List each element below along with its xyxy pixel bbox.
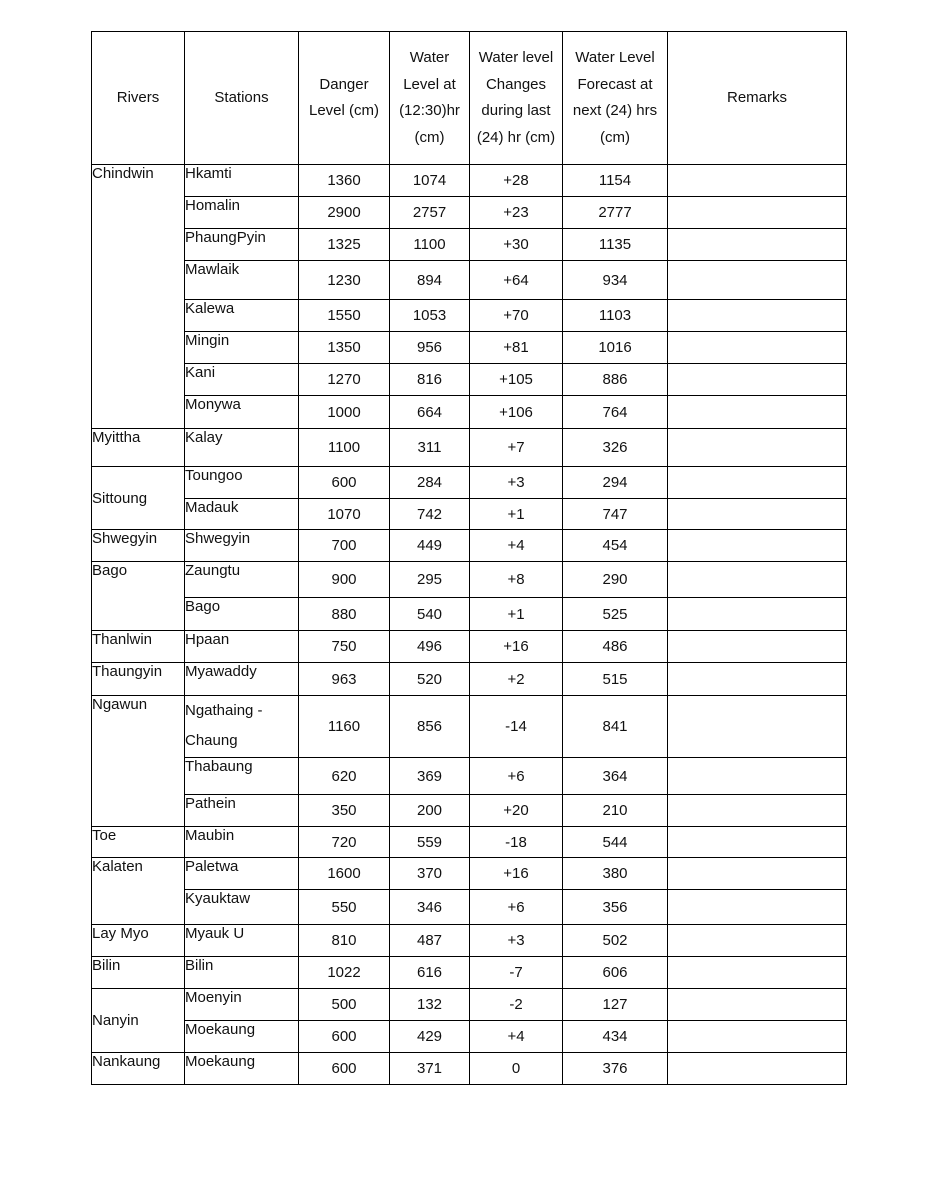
remarks-cell [668,429,847,467]
river-cell: Nankaung [92,1053,185,1085]
table-row [92,530,847,562]
water-level-table [91,31,847,1085]
change-cell: +30 [470,229,563,261]
river-cell: Myittha [92,429,185,467]
header-rivers: Rivers [92,32,185,165]
danger-level-cell: 810 [299,925,390,957]
change-cell: -14 [470,696,563,758]
remarks-cell [668,197,847,229]
river-cell: Kalaten [92,858,185,925]
station-cell: Paletwa [185,858,299,890]
forecast-cell: 515 [563,663,668,696]
table-row [92,562,847,598]
water-level-cell: 1053 [390,300,470,332]
danger-level-cell: 500 [299,989,390,1021]
water-level-cell: 449 [390,530,470,562]
station-cell: Myauk U [185,925,299,957]
forecast-cell: 294 [563,467,668,499]
water-level-cell: 856 [390,696,470,758]
remarks-cell [668,758,847,795]
table-row [92,229,847,261]
water-level-cell: 616 [390,957,470,989]
change-cell: +8 [470,562,563,598]
remarks-cell [668,562,847,598]
table-row [92,197,847,229]
forecast-cell: 544 [563,827,668,858]
header-forecast: Water Level Forecast at next (24) hrs (cm) [563,32,668,165]
change-cell: +64 [470,261,563,300]
forecast-cell: 1016 [563,332,668,364]
table-row [92,598,847,631]
forecast-cell: 606 [563,957,668,989]
station-cell: Hkamti [185,165,299,197]
forecast-cell: 454 [563,530,668,562]
station-cell: Moekaung [185,1053,299,1085]
danger-level-cell: 880 [299,598,390,631]
remarks-cell [668,890,847,925]
danger-level-cell: 1022 [299,957,390,989]
remarks-cell [668,858,847,890]
table-row [92,795,847,827]
change-cell: -18 [470,827,563,858]
danger-level-cell: 350 [299,795,390,827]
river-cell: Bago [92,562,185,631]
forecast-cell: 1103 [563,300,668,332]
forecast-cell: 434 [563,1021,668,1053]
change-cell: +105 [470,364,563,396]
table-row [92,631,847,663]
remarks-cell [668,229,847,261]
forecast-cell: 290 [563,562,668,598]
table-row [92,467,847,499]
water-level-cell: 200 [390,795,470,827]
table-row [92,261,847,300]
forecast-cell: 210 [563,795,668,827]
header-stations: Stations [185,32,299,165]
remarks-cell [668,261,847,300]
danger-level-cell: 600 [299,467,390,499]
danger-level-cell: 750 [299,631,390,663]
table-row [92,957,847,989]
table-body [92,165,847,1085]
river-cell: Shwegyin [92,530,185,562]
forecast-cell: 525 [563,598,668,631]
remarks-cell [668,396,847,429]
water-level-cell: 664 [390,396,470,429]
danger-level-cell: 600 [299,1021,390,1053]
forecast-cell: 364 [563,758,668,795]
water-level-cell: 496 [390,631,470,663]
change-cell: +81 [470,332,563,364]
change-cell: +4 [470,1021,563,1053]
water-level-cell: 559 [390,827,470,858]
remarks-cell [668,795,847,827]
danger-level-cell: 1160 [299,696,390,758]
station-cell: Kalay [185,429,299,467]
forecast-cell: 2777 [563,197,668,229]
remarks-cell [668,1021,847,1053]
danger-level-cell: 550 [299,890,390,925]
water-level-cell: 369 [390,758,470,795]
danger-level-cell: 1230 [299,261,390,300]
table-row [92,989,847,1021]
station-cell: Maubin [185,827,299,858]
river-cell: Thaungyin [92,663,185,696]
change-cell: +1 [470,499,563,530]
water-level-cell: 540 [390,598,470,631]
table-row [92,858,847,890]
water-level-cell: 370 [390,858,470,890]
header-water-level-changes: Water level Changes during last (24) hr (cm) [470,32,563,165]
danger-level-cell: 700 [299,530,390,562]
water-level-cell: 816 [390,364,470,396]
danger-level-cell: 1600 [299,858,390,890]
water-level-cell: 311 [390,429,470,467]
table-row [92,364,847,396]
water-level-cell: 1074 [390,165,470,197]
change-cell: +23 [470,197,563,229]
remarks-cell [668,530,847,562]
header-row [92,32,847,165]
remarks-cell [668,165,847,197]
river-cell: Toe [92,827,185,858]
change-cell: +3 [470,925,563,957]
forecast-cell: 326 [563,429,668,467]
remarks-cell [668,598,847,631]
change-cell: +70 [470,300,563,332]
table-row [92,827,847,858]
station-cell: Myawaddy [185,663,299,696]
header-water-level: Water Level at (12:30)hr (cm) [390,32,470,165]
danger-level-cell: 720 [299,827,390,858]
water-level-cell: 284 [390,467,470,499]
station-cell: Mawlaik [185,261,299,300]
station-cell: Kani [185,364,299,396]
water-level-cell: 742 [390,499,470,530]
change-cell: -7 [470,957,563,989]
header-danger-level: Danger Level (cm) [299,32,390,165]
table-row [92,165,847,197]
remarks-cell [668,332,847,364]
remarks-cell [668,663,847,696]
change-cell: +20 [470,795,563,827]
forecast-cell: 486 [563,631,668,663]
station-cell: Hpaan [185,631,299,663]
water-level-cell: 346 [390,890,470,925]
danger-level-cell: 620 [299,758,390,795]
danger-level-cell: 900 [299,562,390,598]
river-cell: Chindwin [92,165,185,429]
water-level-cell: 295 [390,562,470,598]
forecast-cell: 380 [563,858,668,890]
river-cell: Thanlwin [92,631,185,663]
water-level-cell: 371 [390,1053,470,1085]
station-cell: Kalewa [185,300,299,332]
station-cell: Toungoo [185,467,299,499]
river-cell: Nanyin [92,989,185,1053]
water-level-cell: 1100 [390,229,470,261]
danger-level-cell: 963 [299,663,390,696]
table-row [92,696,847,758]
station-cell: Homalin [185,197,299,229]
danger-level-cell: 1070 [299,499,390,530]
station-cell: Madauk [185,499,299,530]
water-level-cell: 956 [390,332,470,364]
forecast-cell: 1154 [563,165,668,197]
change-cell: +4 [470,530,563,562]
remarks-cell [668,957,847,989]
river-cell: Sittoung [92,467,185,530]
remarks-cell [668,989,847,1021]
remarks-cell [668,827,847,858]
table-row [92,429,847,467]
danger-level-cell: 1350 [299,332,390,364]
change-cell: +2 [470,663,563,696]
table-row [92,396,847,429]
water-level-cell: 132 [390,989,470,1021]
change-cell: +6 [470,890,563,925]
change-cell: +28 [470,165,563,197]
station-cell: Moekaung [185,1021,299,1053]
station-cell: Ngathaing - Chaung [185,696,299,758]
forecast-cell: 886 [563,364,668,396]
remarks-cell [668,1053,847,1085]
table-row [92,925,847,957]
forecast-cell: 841 [563,696,668,758]
danger-level-cell: 1360 [299,165,390,197]
station-cell: Pathein [185,795,299,827]
station-cell: Zaungtu [185,562,299,598]
river-cell: Ngawun [92,696,185,827]
station-cell: PhaungPyin [185,229,299,261]
danger-level-cell: 2900 [299,197,390,229]
station-cell: Mingin [185,332,299,364]
change-cell: +106 [470,396,563,429]
river-cell: Lay Myo [92,925,185,957]
danger-level-cell: 1000 [299,396,390,429]
danger-level-cell: 1270 [299,364,390,396]
change-cell: +6 [470,758,563,795]
forecast-cell: 747 [563,499,668,530]
danger-level-cell: 1325 [299,229,390,261]
change-cell: +16 [470,858,563,890]
water-level-cell: 429 [390,1021,470,1053]
change-cell: +3 [470,467,563,499]
forecast-cell: 356 [563,890,668,925]
forecast-cell: 764 [563,396,668,429]
station-cell: Shwegyin [185,530,299,562]
remarks-cell [668,631,847,663]
station-cell: Kyauktaw [185,890,299,925]
remarks-cell [668,925,847,957]
remarks-cell [668,499,847,530]
water-level-cell: 894 [390,261,470,300]
remarks-cell [668,696,847,758]
water-level-cell: 520 [390,663,470,696]
header-remarks: Remarks [668,32,847,165]
remarks-cell [668,300,847,332]
danger-level-cell: 1100 [299,429,390,467]
table-row [92,499,847,530]
forecast-cell: 376 [563,1053,668,1085]
water-level-cell: 487 [390,925,470,957]
forecast-cell: 502 [563,925,668,957]
change-cell: +7 [470,429,563,467]
table-row [92,758,847,795]
change-cell: +16 [470,631,563,663]
station-cell: Monywa [185,396,299,429]
station-cell: Moenyin [185,989,299,1021]
danger-level-cell: 1550 [299,300,390,332]
river-cell: Bilin [92,957,185,989]
table-row [92,890,847,925]
station-cell: Bago [185,598,299,631]
change-cell: 0 [470,1053,563,1085]
forecast-cell: 1135 [563,229,668,261]
danger-level-cell: 600 [299,1053,390,1085]
forecast-cell: 934 [563,261,668,300]
station-cell: Bilin [185,957,299,989]
remarks-cell [668,467,847,499]
table-row [92,332,847,364]
forecast-cell: 127 [563,989,668,1021]
water-level-cell: 2757 [390,197,470,229]
table-row [92,1021,847,1053]
remarks-cell [668,364,847,396]
table-row [92,300,847,332]
table-row [92,1053,847,1085]
change-cell: +1 [470,598,563,631]
table-row [92,663,847,696]
change-cell: -2 [470,989,563,1021]
station-cell: Thabaung [185,758,299,795]
